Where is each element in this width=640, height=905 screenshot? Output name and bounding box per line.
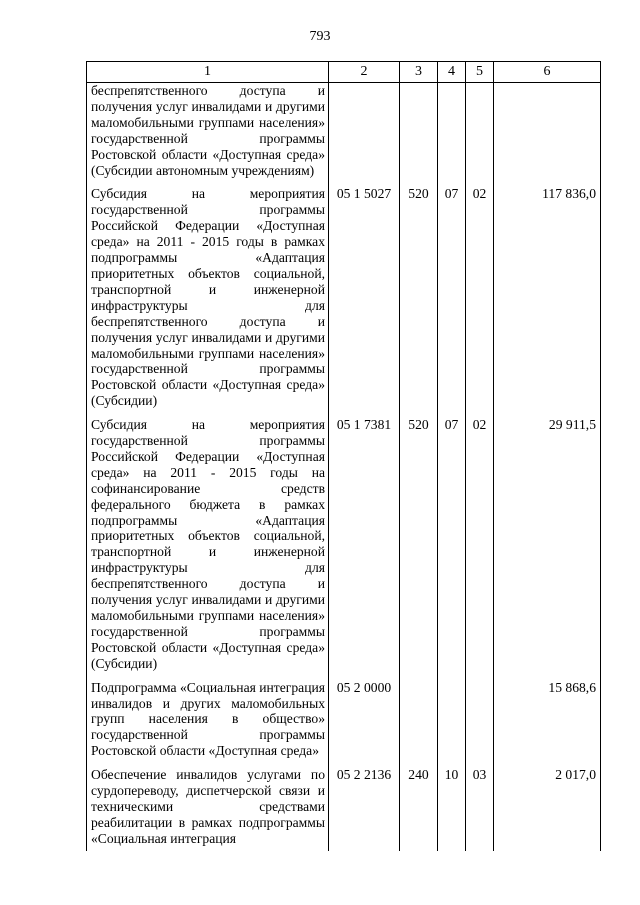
budget-table [86,61,601,851]
table-row [87,83,601,183]
row-amount [494,83,601,183]
row-subsection [466,676,494,764]
row-section [438,83,466,183]
table-row [87,413,601,676]
row-description: Подпрограмма «Социальная интеграция инвалидов и других маломобильных групп населения в общество» государственной программы Ростовской области «Доступная среда» [87,676,329,764]
row-section: 07 [438,413,466,676]
table-row [87,676,601,764]
table-header-row [87,62,601,83]
row-expense-type: 240 [400,763,438,851]
row-subsection: 02 [466,182,494,413]
row-amount: 117 836,0 [494,182,601,413]
row-expense-type: 520 [400,182,438,413]
row-section: 10 [438,763,466,851]
row-description: беспрепятственного доступа и получения услуг инвалидами и другими маломобильными группами населения» государственной программы Ростовской области «Доступная среда» (Субсидии автономным учреждениям) [87,83,329,183]
row-target-code: 05 2 2136 [329,763,400,851]
column-header-code: 2 [329,62,400,83]
row-target-code: 05 1 7381 [329,413,400,676]
column-header-kvr: 3 [400,62,438,83]
row-subsection: 03 [466,763,494,851]
table-row [87,763,601,851]
column-header-amount: 6 [494,62,601,83]
row-amount: 15 868,6 [494,676,601,764]
row-section [438,676,466,764]
row-expense-type: 520 [400,413,438,676]
row-subsection: 02 [466,413,494,676]
column-header-description: 1 [87,62,329,83]
column-header-rz: 4 [438,62,466,83]
row-target-code: 05 1 5027 [329,182,400,413]
row-amount: 2 017,0 [494,763,601,851]
row-target-code: 05 2 0000 [329,676,400,764]
table-row [87,182,601,413]
row-description: Обеспечение инвалидов услугами по сурдопереводу, диспетчерской связи и техническими средствами реабилитации в рамках подпрограммы «Социальная интеграция [87,763,329,851]
row-description: Субсидия на мероприятия государственной программы Российской Федерации «Доступная среда» на 2011 - 2015 годы на софинансирование средств федерального бюджета в рамках подпрограммы «Адаптация приоритетных объектов социальной, транспортной и инженерной инфраструктуры для беспрепятственного доступа и получения услуг инвалидами и другими маломобильными группами населения» государственной программы Ростовской области «Доступная среда» (Субсидии) [87,413,329,676]
column-header-pr: 5 [466,62,494,83]
row-expense-type [400,83,438,183]
row-description: Субсидия на мероприятия государственной программы Российской Федерации «Доступная среда» на 2011 - 2015 годы в рамках подпрограммы «Адаптация приоритетных объектов социальной, транспортной и инженерной инфраструктуры для беспрепятственного доступа и получения услуг инвалидами и другими маломобильными группами населения» государственной программы Ростовской области «Доступная среда» (Субсидии) [87,182,329,413]
row-section: 07 [438,182,466,413]
row-expense-type [400,676,438,764]
row-subsection [466,83,494,183]
row-amount: 29 911,5 [494,413,601,676]
row-target-code [329,83,400,183]
page-number: 793 [309,29,331,44]
